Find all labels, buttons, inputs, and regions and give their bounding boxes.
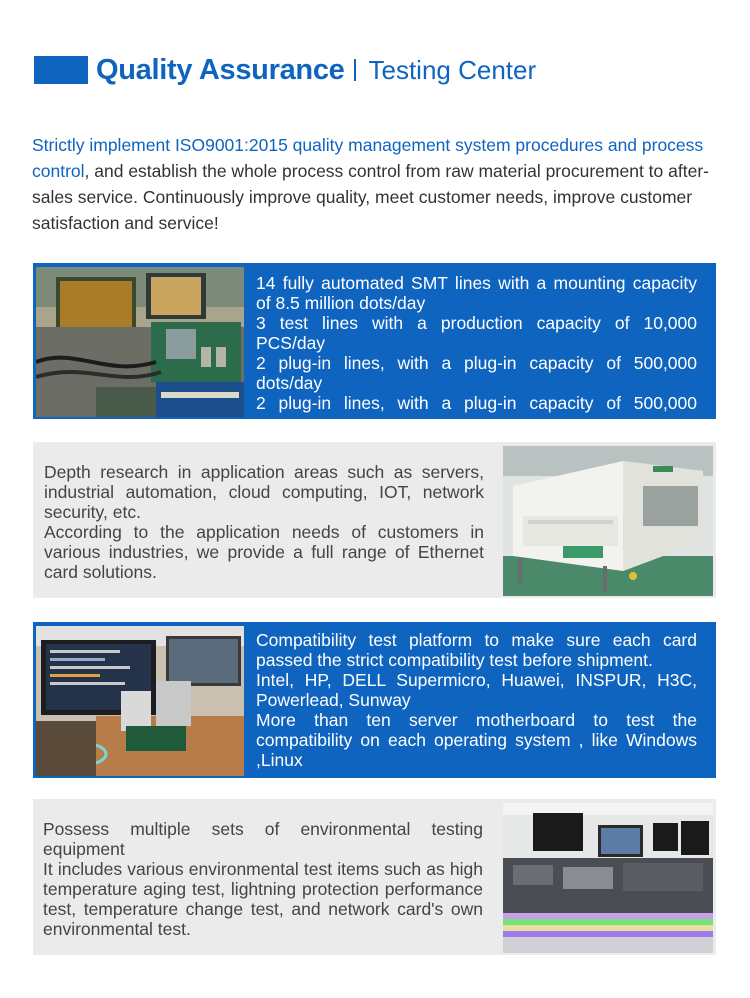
section-line: 2 plug-in lines, with a plug-in capacity of 500,000 (256, 393, 697, 413)
section-smt-lines (33, 263, 716, 419)
intro-paragraph (32, 132, 722, 236)
section-compatibility (33, 622, 716, 778)
test-platform-photo (36, 626, 244, 776)
page-subtitle: Testing Center (368, 54, 537, 85)
section-line: 2 plug-in lines, with a plug-in capacity of 500,000 dots/day (256, 353, 697, 393)
environmental-lab-photo (503, 803, 713, 953)
section-line: More than ten server motherboard to test the compatibility on each operating system , like Windows ,Linux (256, 710, 697, 770)
section-line: It includes various environmental test items such as high temperature aging test, lightning protection performance test, temperature change test, and network card's own environmental test. (43, 859, 483, 939)
intro-text: , and establish the whole process control from raw material procurement to after- sales service. Continuously improve quality, meet customer needs, improve customer satisfaction and service! (32, 161, 709, 233)
page-title: Quality Assurance (96, 53, 345, 86)
section-line: Compatibility test platform to make sure each card passed the strict compatibility test before shipment. (256, 630, 697, 670)
section-line: Depth research in application areas such as servers, industrial automation, cloud computing, IOT, network security, etc. (44, 462, 484, 522)
section-text (44, 462, 484, 582)
section-line: According to the application needs of customers in various industries, we provide a full range of Ethernet card solutions. (44, 522, 484, 582)
page-header (34, 52, 536, 88)
section-text (256, 273, 697, 413)
title-divider (354, 59, 356, 81)
section-line: 3 test lines with a production capacity of 10,000 PCS/day (256, 313, 697, 353)
section-line: 14 fully automated SMT lines with a mounting capacity of 8.5 million dots/day (256, 273, 697, 313)
smt-machine-photo (503, 446, 713, 596)
title-accent-bar (34, 56, 88, 84)
section-environmental (33, 799, 716, 955)
network-card-photo (36, 267, 244, 417)
section-line: Intel, HP, DELL Supermicro, Huawei, INSPUR, H3C, Powerlead, Sunway (256, 670, 697, 710)
section-line: Possess multiple sets of environmental testing equipment (43, 819, 483, 859)
section-applications (33, 442, 716, 598)
section-text (256, 630, 697, 770)
intro-highlight: Strictly implement ISO9001:2015 quality management system procedures and process control (32, 135, 704, 181)
section-text (43, 819, 483, 939)
